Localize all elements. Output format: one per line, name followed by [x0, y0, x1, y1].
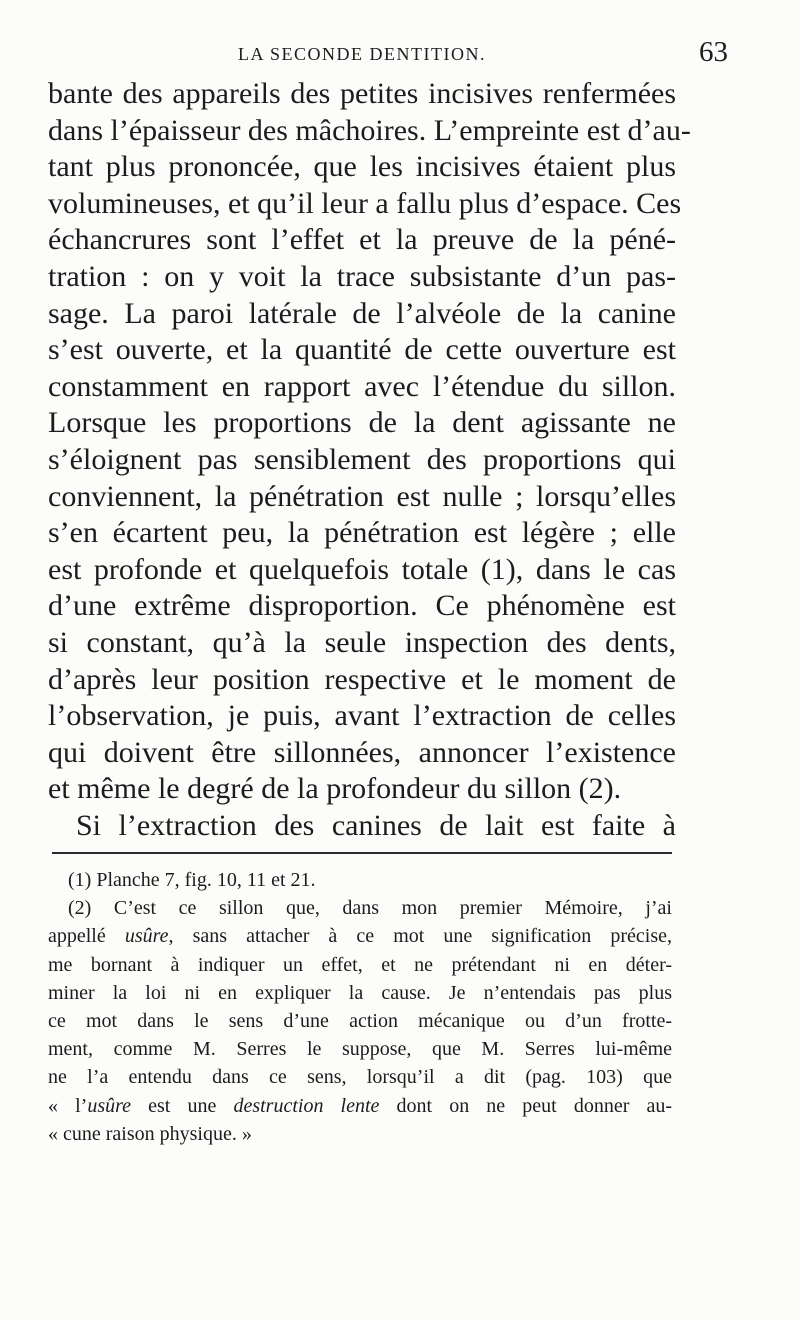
footnote-emphasis: destruction lente	[233, 1094, 380, 1117]
body-line: Si l’extraction des canines de lait est faite à	[76, 808, 676, 842]
footnote-text: « l’	[48, 1094, 88, 1117]
footnote-emphasis: usûre	[124, 925, 169, 948]
body-line: qui doivent être sillonnées, annoncer l’existence	[48, 735, 676, 769]
footnote-2-line: ment, comme M. Serres le suppose, que M. Serres lui-même	[48, 1038, 672, 1061]
footnote-2-line	[48, 922, 672, 950]
footnote-rule	[52, 852, 672, 854]
footnote-1: (1) Planche 7, fig. 10, 11 et 21.	[68, 869, 316, 891]
footnote-text: est une	[131, 1094, 234, 1117]
footnote-2-line: (2) C’est ce sillon que, dans mon premier Mémoire, j’ai	[68, 897, 672, 920]
body-line: d’après leur position respective et le moment de	[48, 662, 676, 696]
body-line: volumineuses, et qu’il leur a fallu plus d’espace. Ces	[48, 186, 682, 220]
footnote-text: dont on ne peut donner au-	[379, 1094, 673, 1117]
body-line: tration : on y voit la trace subsistante d’un pas-	[48, 259, 676, 293]
body-line: s’en écartent peu, la pénétration est légère ; elle	[48, 516, 676, 550]
footnote-2-line: ce mot dans le sens d’une action mécanique ou d’un frotte-	[48, 1010, 672, 1033]
footnote-2-line	[48, 1092, 672, 1120]
page-number: 63	[699, 36, 728, 68]
body-line: l’observation, je puis, avant l’extraction de celles	[48, 699, 676, 733]
footnotes	[48, 866, 672, 1148]
body-line: bante des appareils des petites incisives renfermées	[48, 77, 676, 110]
footnote-emphasis: usûre	[87, 1094, 132, 1117]
footnote-2-line: miner la loi ni en expliquer la cause. Je n’entendais pas plus	[48, 981, 672, 1004]
page-header	[48, 36, 728, 80]
footnote-text: , sans attacher à ce mot une signification précise,	[168, 925, 672, 948]
body-line: s’éloignent pas sensiblement des proportions qui	[48, 442, 676, 476]
footnote-text: appellé	[48, 925, 125, 948]
body-line: tant plus prononcée, que les incisives étaient plus	[48, 150, 676, 184]
body-line: est profonde et quelquefois totale (1), dans le cas	[48, 552, 676, 586]
body-text	[48, 76, 691, 844]
body-line: sage. La paroi latérale de l’alvéole de la canine	[48, 296, 676, 330]
body-line: et même le degré de la profondeur du sillon (2).	[48, 772, 622, 806]
footnote-2-line: ne l’a entendu dans ce sens, lorsqu’il a dit (pag. 103) que	[48, 1066, 672, 1089]
body-line: d’une extrême disproportion. Ce phénomène est	[48, 589, 676, 623]
body-line: constamment en rapport avec l’étendue du sillon.	[48, 369, 676, 403]
body-line: s’est ouverte, et la quantité de cette ouverture est	[48, 333, 676, 367]
body-line: Lorsque les proportions de la dent agissante ne	[48, 406, 676, 440]
body-line: conviennent, la pénétration est nulle ; lorsqu’elles	[48, 479, 676, 513]
body-line: dans l’épaisseur des mâchoires. L’empreinte est d’au-	[48, 113, 691, 147]
body-line: si constant, qu’à la seule inspection des dents,	[48, 625, 676, 659]
footnote-2-line: me bornant à indiquer un effet, et ne prétendant ni en déter-	[48, 953, 672, 976]
running-head: LA SECONDE DENTITION.	[238, 44, 486, 64]
body-line: échancrures sont l’effet et la preuve de la péné-	[48, 223, 676, 257]
footnote-2-line: « cune raison physique. »	[48, 1122, 252, 1145]
